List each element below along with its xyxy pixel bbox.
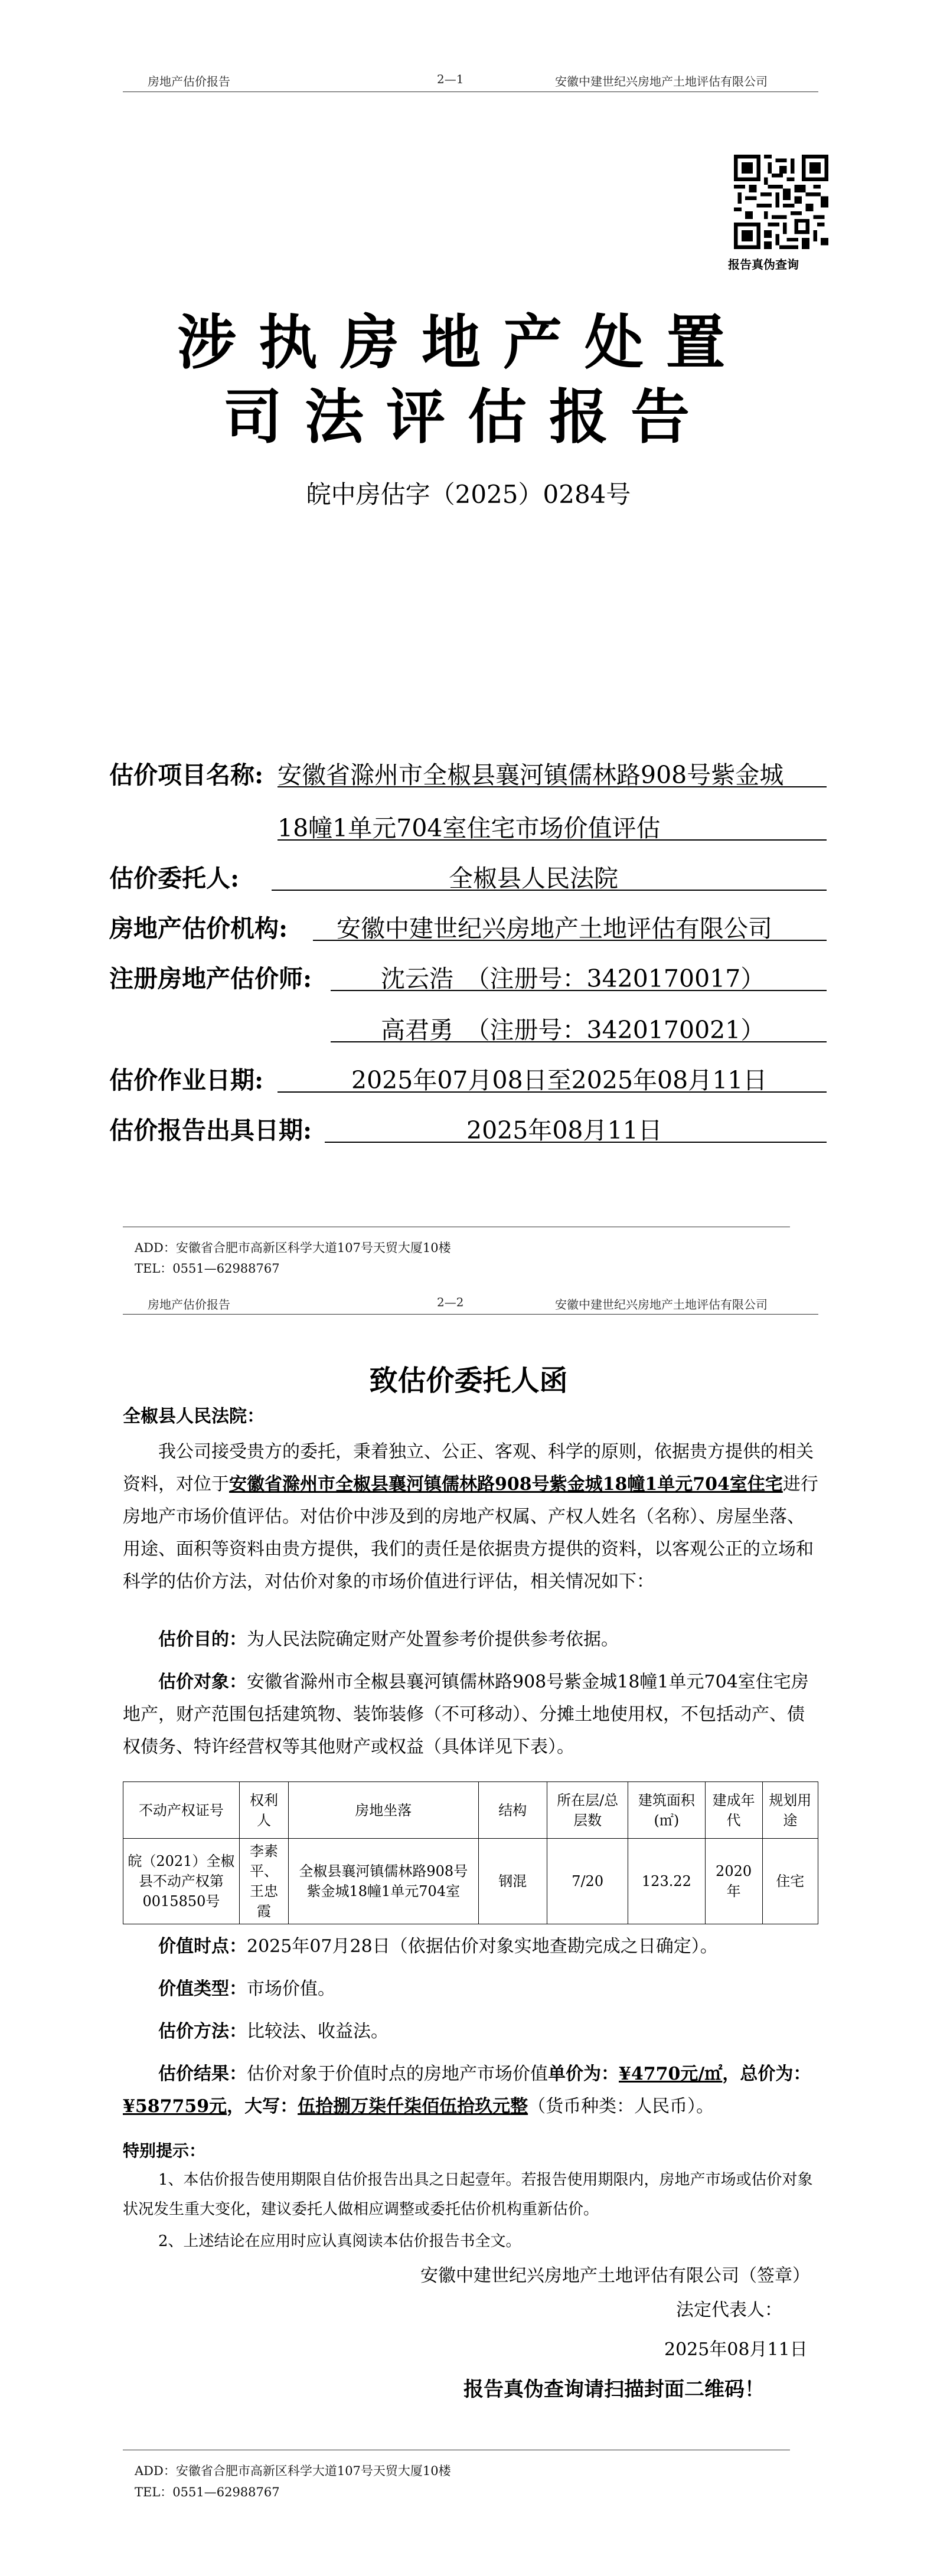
table-header: 规划用途 bbox=[762, 1782, 818, 1839]
report-title-line-2: 司法评估报告 bbox=[223, 382, 712, 452]
report-title-line-1: 涉执房地产处置 bbox=[177, 308, 747, 377]
purpose-paragraph: 估价目的：为人民法院确定财产处置参考价提供参考依据。 bbox=[158, 1629, 619, 1650]
table-header: 房地坐落 bbox=[289, 1782, 479, 1839]
report-number: 皖中房估字（2025）0284号 bbox=[306, 480, 631, 509]
header-divider bbox=[123, 1314, 818, 1315]
appraiser-2: 高君勇 （注册号：3420170021） bbox=[381, 1016, 765, 1044]
issue-date-value: 2025年08月11日 bbox=[466, 1116, 662, 1145]
table-cell: 7/20 bbox=[547, 1839, 628, 1924]
project-name-value-2: 18幢1单元704室住宅市场价值评估 bbox=[277, 814, 661, 842]
table-row bbox=[123, 1839, 818, 1924]
value-type-paragraph: 价值类型：市场价值。 bbox=[158, 1979, 335, 1999]
table-cell: 2020年 bbox=[705, 1839, 762, 1924]
object-paragraph: 估价对象：安徽省滁州市全椒县襄河镇儒林路908号紫金城18幢1单元704室住宅房地产，财产范围包括建筑物、装饰装修（不可移动）、分摊土地使用权，不包括动产、债权债务、特许经营权等其他财产或权益（具体详见下表）。 bbox=[123, 1672, 809, 1757]
header-divider bbox=[123, 91, 818, 92]
client-value: 全椒县人民法院 bbox=[449, 864, 618, 893]
table-header: 建筑面积(㎡) bbox=[628, 1782, 705, 1839]
footer-address: ADD：安徽省合肥市高新区科学大道107号天贸大厦10楼 bbox=[135, 2464, 451, 2478]
underline bbox=[272, 890, 827, 891]
table-header: 所在层/总层数 bbox=[547, 1782, 628, 1839]
intro-paragraph: 我公司接受贵方的委托，秉着独立、公正、客观、科学的原则，依据贵方提供的相关资料，对位于安徽省滁州市全椒县襄河镇儒林路908号紫金城18幢1单元704室住宅进行房地产市场价值评估。对估价中涉及到的房地产权属、产权人姓名（名称）、房屋坐落、用途、面积等资料由贵方提供，我们的责任是依据贵方提供的资料，以客观公正的立场和科学的估价方法，对估价对象的市场价值进行评估，相关情况如下： bbox=[123, 1441, 818, 1592]
footer-tel: TEL：0551—62988767 bbox=[135, 1261, 280, 1276]
page-number: 2—1 bbox=[437, 72, 464, 86]
table-cell: 皖（2021）全椒县不动产权第0015850号 bbox=[123, 1839, 240, 1924]
property-table bbox=[123, 1781, 818, 1924]
letter-date: 2025年08月11日 bbox=[664, 2339, 808, 2360]
table-cell: 李素平、王忠霞 bbox=[239, 1839, 288, 1924]
work-date-label: 估价作业日期: bbox=[109, 1066, 264, 1094]
result-paragraph: 估价结果：估价对象于价值时点的房地产市场价值单价为：¥4770元/㎡，总价为：¥587759元，大写：伍拾捌万柒仟柒佰伍拾玖元整（货币种类：人民币）。 bbox=[123, 2064, 811, 2117]
legal-representative: 法定代表人： bbox=[676, 2300, 782, 2320]
addressee: 全椒县人民法院： bbox=[123, 1406, 265, 1427]
project-name-label: 估价项目名称: bbox=[109, 761, 264, 789]
underline bbox=[313, 940, 827, 941]
page-header-left: 房地产估价报告 bbox=[148, 74, 230, 89]
qr-code-icon bbox=[734, 155, 828, 249]
qr-verify-notice: 报告真伪查询请扫描封面二维码！ bbox=[463, 2378, 765, 2401]
underline bbox=[277, 839, 827, 841]
table-header: 不动产权证号 bbox=[123, 1782, 240, 1839]
agency-value: 安徽中建世纪兴房地产土地评估有限公司 bbox=[337, 914, 772, 943]
appraiser-label: 注册房地产估价师: bbox=[109, 965, 312, 993]
property-address: 安徽省滁州市全椒县襄河镇儒林路908号紫金城18幢1单元704室住宅 bbox=[229, 1474, 783, 1495]
agency-label: 房地产估价机构: bbox=[109, 914, 288, 943]
table-cell: 123.22 bbox=[628, 1839, 705, 1924]
table-header: 结构 bbox=[478, 1782, 547, 1839]
underline bbox=[331, 990, 827, 991]
table-header: 建成年代 bbox=[705, 1782, 762, 1839]
total-price: ¥587759元 bbox=[123, 2096, 227, 2117]
method-paragraph: 估价方法：比较法、收益法。 bbox=[158, 2021, 388, 2042]
footer-tel: TEL：0551—62988767 bbox=[135, 2485, 280, 2499]
table-cell: 住宅 bbox=[762, 1839, 818, 1924]
work-date-value: 2025年07月08日至2025年08月11日 bbox=[351, 1066, 768, 1094]
page-header-left: 房地产估价报告 bbox=[148, 1297, 230, 1312]
page-header-right: 安徽中建世纪兴房地产土地评估有限公司 bbox=[555, 74, 768, 89]
qr-caption: 报告真伪查询 bbox=[728, 257, 799, 272]
company-signature: 安徽中建世纪兴房地产土地评估有限公司（签章） bbox=[420, 2266, 810, 2286]
underline bbox=[277, 786, 827, 787]
unit-price: ¥4770元/㎡ bbox=[619, 2064, 723, 2084]
table-header: 权利人 bbox=[239, 1782, 288, 1839]
project-name-value-1: 安徽省滁州市全椒县襄河镇儒林路908号紫金城 bbox=[277, 761, 784, 789]
note-1: 1、本估价报告使用期限自估价报告出具之日起壹年。若报告使用期限内，房地产市场或估价对象状况发生重大变化，建议委托人做相应调整或委托估价机构重新估价。 bbox=[123, 2171, 813, 2218]
note-2: 2、上述结论在应用时应认真阅读本估价报告书全文。 bbox=[158, 2232, 521, 2250]
value-date-paragraph: 价值时点：2025年07月28日（依据估价对象实地查勘完成之日确定）。 bbox=[158, 1936, 718, 1957]
table-cell: 全椒县襄河镇儒林路908号紫金城18幢1单元704室 bbox=[289, 1839, 479, 1924]
table-cell: 钢混 bbox=[478, 1839, 547, 1924]
footer-address: ADD：安徽省合肥市高新区科学大道107号天贸大厦10楼 bbox=[135, 1241, 451, 1255]
underline bbox=[325, 1142, 827, 1143]
underline bbox=[331, 1041, 827, 1042]
underline bbox=[277, 1091, 827, 1093]
appraiser-1: 沈云浩 （注册号：3420170017） bbox=[381, 965, 765, 993]
table-header-row bbox=[123, 1782, 818, 1839]
client-label: 估价委托人: bbox=[109, 864, 240, 893]
capital-amount: 伍拾捌万柒仟柒佰伍拾玖元整 bbox=[298, 2096, 528, 2117]
notes-title: 特别提示： bbox=[123, 2141, 206, 2160]
letter-title: 致估价委托人函 bbox=[369, 1364, 568, 1397]
page-header-right: 安徽中建世纪兴房地产土地评估有限公司 bbox=[555, 1297, 768, 1312]
issue-date-label: 估价报告出具日期: bbox=[109, 1116, 312, 1145]
page-number: 2—2 bbox=[437, 1295, 464, 1309]
